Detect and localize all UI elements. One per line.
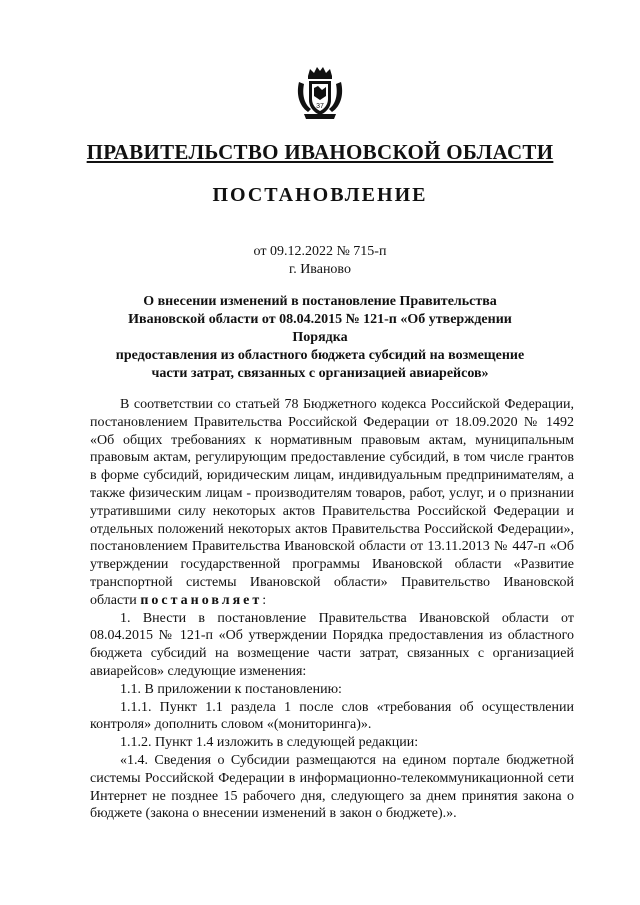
subject-line: О внесении изменений в постановление Правительства bbox=[143, 294, 497, 309]
document-city: г. Иваново bbox=[289, 262, 351, 277]
subject-line: части затрат, связанных с организацией авиарейсов» bbox=[151, 366, 489, 381]
body-paragraph: 1.1. В приложении к постановлению: bbox=[120, 681, 342, 697]
body-paragraph: 1. Внести в постановление Правительства Ивановской области от 08.04.2015 № 121-п «Об утверждении Порядка предоставления из областного бюджета субсидий на возмещение части затрат, связанных с организацией авиарейсов» следующие изменения: bbox=[90, 610, 574, 679]
resolves-suffix: : bbox=[262, 592, 267, 608]
preamble-paragraph bbox=[90, 396, 574, 610]
document-body bbox=[90, 396, 574, 823]
document-subject bbox=[100, 293, 540, 383]
svg-text:37: 37 bbox=[316, 103, 324, 110]
organization-title: ПРАВИТЕЛЬСТВО ИВАНОВСКОЙ ОБЛАСТИ bbox=[86, 140, 554, 164]
resolves-word: постановляет bbox=[140, 592, 263, 608]
subject-line: предоставления из областного бюджета субсидий на возмещение bbox=[115, 348, 525, 363]
body-paragraph: 1.1.2. Пункт 1.4 изложить в следующей редакции: bbox=[120, 735, 419, 751]
document-type: ПОСТАНОВЛЕНИЕ bbox=[212, 184, 428, 206]
ivanovo-coat-of-arms-icon bbox=[296, 66, 344, 120]
body-paragraph: 1.1.1. Пункт 1.1 раздела 1 после слов «требования об осуществлении контроля» дополнить словом «(мониторинга)». bbox=[90, 699, 574, 733]
body-paragraph: «1.4. Сведения о Субсидии размещаются на едином портале бюджетной системы Российской Федерации в информационно-телекоммуникационной сети Интернет не позднее 15 рабочего дня, следующего за днем принятия закона о бюджете (закона о внесении изменений в закон о бюджете).». bbox=[90, 752, 574, 822]
subject-line: Ивановской области от 08.04.2015 № 121-п «Об утверждении Порядка bbox=[128, 312, 512, 345]
preamble-text: В соответствии со статьей 78 Бюджетного кодекса Российской Федерации, постановлением Правительства Российской Федерации от 18.09.2020 № 1492 «Об общих требованиях к нормативным правовым актам, муниципальным правовым актам, регулирующим предоставление субсидий, в том числе грантов в форме субсидий, юридическим лицам, индивидуальным предпринимателям, а также физическим лицам - производителям товаров, работ, услуг, и о признании утратившими силу некоторых актов Правительства Российской Федерации и отдельных положений некоторых актов Правительства Российской Федерации», постановлением Правительства Ивановской области от 13.11.2013 № 447-п «Об утверждении государственной программы Ивановской области «Развитие транспортной системы Ивановской области» Правительство Ивановской области bbox=[90, 397, 574, 608]
document-date-number: от 09.12.2022 № 715-п bbox=[253, 244, 387, 259]
